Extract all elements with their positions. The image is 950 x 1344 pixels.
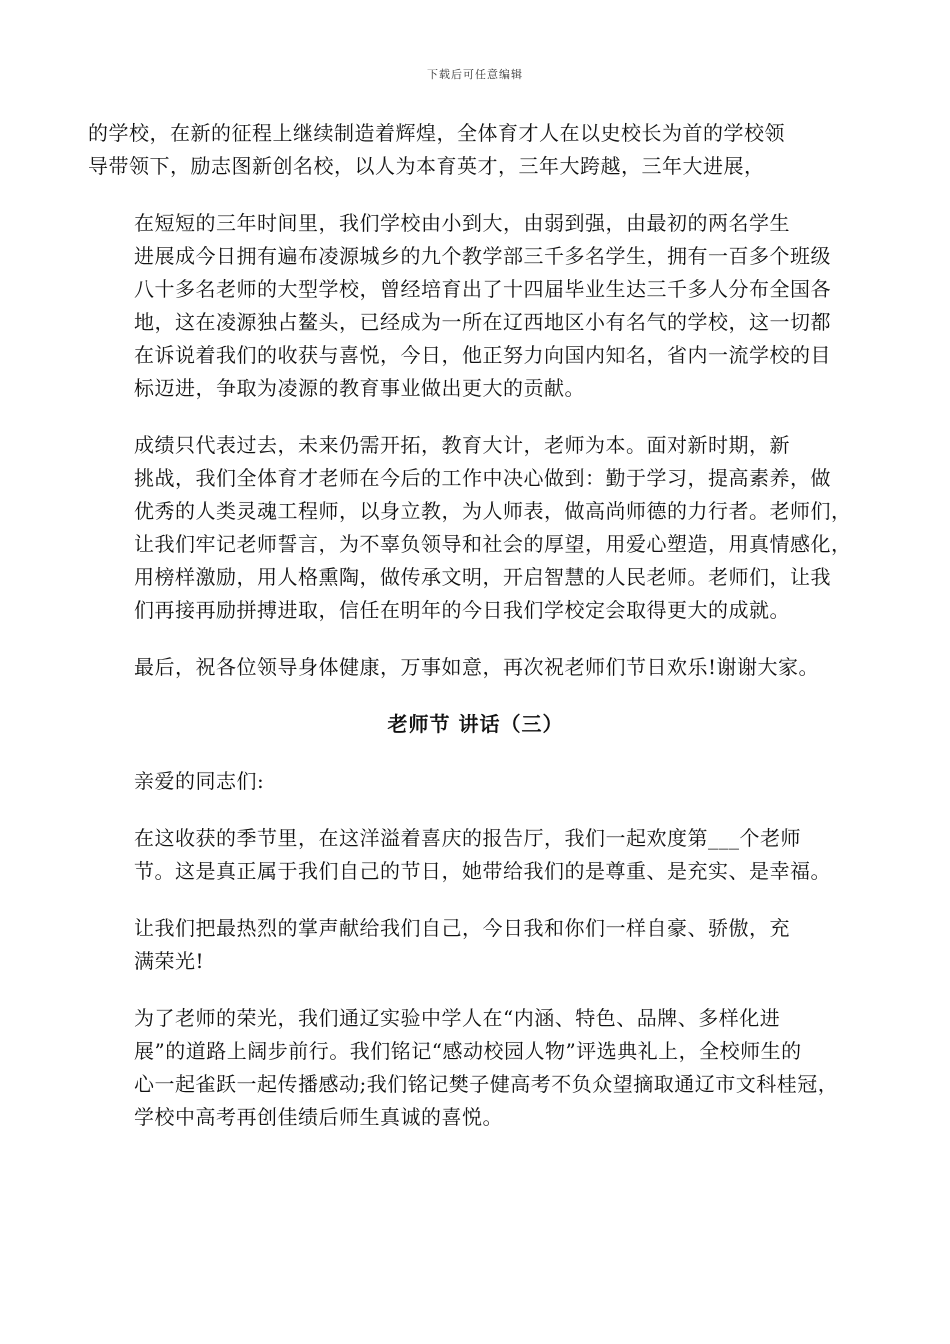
paragraph (88, 1002, 863, 1134)
speech-part-three (88, 765, 863, 1134)
text-line: 心一起雀跃一起传播感动;我们铭记樊子健高考不负众望摘取通辽市文科桂冠， (134, 1072, 839, 1096)
text-line: 进展成今日拥有遍布凌源城乡的九个教学部三千多名学生，拥有一百多个班级 (134, 244, 831, 268)
text-line: 节。这是真正属于我们自己的节日，她带给我们的是尊重、是充实、是幸福。 (134, 859, 831, 883)
text-line: 八十多名老师的大型学校，曾经培育出了十四届毕业生达三千多人分布全国各 (134, 277, 831, 301)
text-line: 标迈进，争取为凌源的教育事业做出更大的贡献。 (134, 376, 585, 400)
paragraph (88, 912, 863, 978)
text-line: 地，这在凌源独占鳌头，已经成为一所在辽西地区小有名气的学校，这一切都 (134, 310, 831, 334)
text-line: 优秀的人类灵魂工程师，以身立教，为人师表，做高尚师德的力行者。老师们， (134, 499, 852, 523)
text-line: 为了老师的荣光，我们通辽实验中学人在“内涵、特色、品牌、多样化进 (134, 1006, 781, 1030)
text-line: 让我们把最热烈的掌声献给我们自己，今日我和你们一样自豪、骄傲，充 (134, 916, 790, 940)
paragraph (88, 429, 863, 627)
text-line: 成绩只代表过去，未来仍需开拓，教育大计，老师为本。面对新时期，新 (134, 433, 790, 457)
paragraph (88, 822, 863, 888)
page-header: 下载后可任意编辑 (427, 68, 523, 81)
text-line: 的学校，在新的征程上继续制造着辉煌，全体育才人在以史校长为首的学校领 (88, 121, 785, 145)
paragraph (88, 117, 863, 183)
text-line: 最后，祝各位领导身体健康，万事如意，再次祝老师们节日欢乐!谢谢大家。 (134, 655, 820, 679)
text-line: 在诉说着我们的收获与喜悦，今日，他正努力向国内知名，省内一流学校的目 (134, 343, 831, 367)
text-line: 们再接再励拼搏进取，信任在明年的今日我们学校定会取得更大的成就。 (134, 598, 790, 622)
section-title: 老师节 讲话（三） (387, 712, 564, 736)
text-line: 在这收获的季节里，在这洋溢着喜庆的报告厅，我们一起欢度第___个老师 (134, 826, 801, 850)
text-line: 挑战，我们全体育才老师在今后的工作中决心做到：勤于学习，提高素养，做 (134, 466, 831, 490)
text-line: 满荣光! (134, 949, 205, 973)
text-line: 在短短的三年时间里，我们学校由小到大，由弱到强，由最初的两名学生 (134, 211, 790, 235)
document-body (88, 117, 863, 1158)
speech-part-two-ending (88, 117, 863, 684)
text-line: 用榜样激励，用人格熏陶，做传承文明，开启智慧的人民老师。老师们，让我 (134, 565, 831, 589)
text-line: 亲爱的同志们: (134, 769, 265, 793)
text-line: 学校中高考再创佳绩后师生真诚的喜悦。 (134, 1105, 503, 1129)
text-line: 展”的道路上阔步前行。我们铭记“感动校园人物”评选典礼上，全校师生的 (134, 1039, 802, 1063)
paragraph (88, 651, 863, 684)
text-line: 让我们牢记老师誓言，为不辜负领导和社会的厚望，用爱心塑造，用真情感化， (134, 532, 852, 556)
text-line: 导带领下，励志图新创名校，以人为本育英才，三年大跨越，三年大进展， (88, 154, 765, 178)
paragraph (88, 765, 863, 798)
paragraph (88, 207, 863, 405)
